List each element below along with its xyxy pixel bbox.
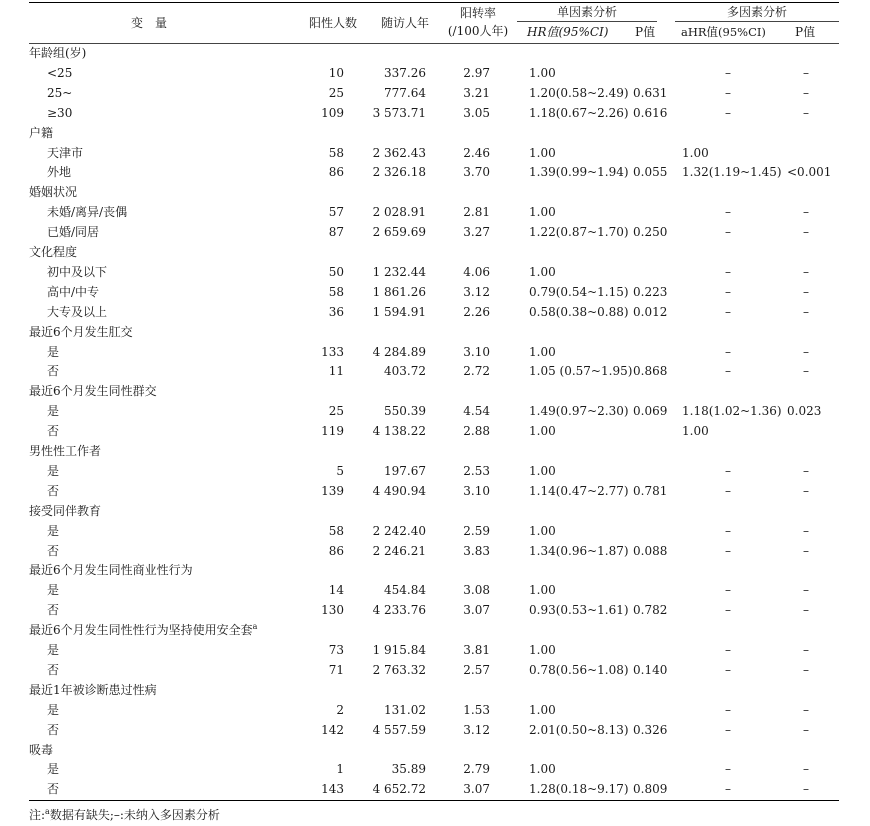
row-followup: 2 659.69 [372, 225, 426, 240]
row-p: 0.781 [633, 483, 668, 498]
row-positives: 2 [336, 702, 344, 717]
row-ap: – [803, 364, 809, 379]
row-hr: 0.78(0.56~1.08) [529, 662, 629, 677]
row-positives: 73 [328, 643, 344, 657]
row-ahr: – [725, 105, 731, 120]
row-label: 天津市 [47, 145, 84, 160]
row-label: 已婚/同居 [47, 225, 100, 240]
row-ap: – [803, 85, 809, 100]
row-label: 是 [47, 762, 60, 777]
row-ap: – [803, 762, 809, 777]
row-p: 0.140 [633, 662, 668, 677]
header-multi-hr: aHR值(95%CI) [681, 25, 766, 39]
row-label: 是 [47, 344, 60, 359]
row-positives: 57 [328, 205, 344, 220]
row-ap: <0.001 [787, 165, 832, 180]
multi-group-rule [675, 21, 839, 22]
header-bottom-rule [29, 43, 839, 44]
header-multi-p: P值 [795, 25, 816, 39]
row-followup: 2 326.18 [372, 165, 426, 180]
row-label: 最近6个月发生同性性行为坚持使用安全套$^a$ [29, 622, 258, 638]
row-rate: 2.53 [463, 463, 490, 478]
row-ahr: 1.32(1.19~1.45) [682, 165, 782, 180]
row-rate: 4.54 [463, 404, 490, 419]
row-positives: 139 [321, 483, 344, 498]
header-uni-p: P值 [635, 25, 656, 39]
row-ap: – [803, 304, 809, 319]
row-ahr: – [725, 483, 731, 498]
row-positives: 1 [336, 762, 344, 777]
row-followup: 337.26 [384, 65, 426, 80]
row-positives: 71 [328, 662, 344, 677]
header-rate-line1: 阳转率 [459, 6, 496, 20]
row-ahr: – [725, 643, 731, 657]
row-ap: – [803, 543, 809, 558]
row-ahr: – [725, 603, 731, 618]
row-ap: – [803, 205, 809, 220]
row-p: 0.616 [633, 105, 668, 120]
table-bottom-rule [29, 800, 839, 801]
row-ahr: 1.00 [682, 424, 709, 439]
row-ap: – [803, 264, 809, 279]
row-rate: 3.10 [463, 483, 490, 498]
row-label: 年龄组(岁) [29, 46, 87, 60]
footnote-text: 数据有缺失;–:未纳入多因素分析 [49, 808, 220, 822]
row-label: 高中/中专 [47, 284, 100, 299]
row-followup: 4 138.22 [372, 424, 426, 439]
row-ahr: – [725, 782, 731, 797]
row-label: 吸毒 [29, 742, 54, 757]
row-ap: 0.023 [787, 404, 822, 419]
row-label: ≥30 [47, 105, 73, 120]
row-followup: 403.72 [384, 364, 426, 379]
row-rate: 1.53 [463, 702, 490, 717]
row-rate: 3.07 [463, 782, 490, 797]
footnote-prefix: 注: [29, 808, 46, 822]
row-hr: 1.00 [529, 424, 556, 439]
row-positives: 109 [321, 105, 344, 120]
row-label: 否 [47, 662, 60, 677]
row-followup: 4 490.94 [372, 483, 426, 498]
row-positives: 58 [328, 284, 344, 299]
row-ahr: – [725, 85, 731, 100]
row-ahr: – [725, 702, 731, 717]
row-p: 0.782 [633, 603, 668, 618]
row-positives: 143 [321, 782, 344, 797]
row-p: 0.069 [633, 404, 668, 419]
row-ap: – [803, 105, 809, 120]
row-ahr: – [725, 225, 731, 240]
row-hr: 1.39(0.99~1.94) [529, 165, 629, 180]
row-hr: 1.00 [529, 643, 556, 657]
row-ap: – [803, 662, 809, 677]
row-followup: 4 557.59 [372, 722, 426, 737]
row-label: 户籍 [29, 125, 54, 140]
row-hr: 1.00 [529, 463, 556, 478]
row-p: 0.088 [633, 543, 668, 558]
row-label: 最近6个月发生同性商业性行为 [29, 563, 193, 578]
row-label: 大专及以上 [47, 304, 108, 319]
row-label: 否 [47, 424, 60, 439]
header-followup: 随访人年 [380, 16, 429, 30]
row-rate: 3.05 [463, 105, 490, 120]
row-ahr: 1.00 [682, 145, 709, 160]
row-rate: 3.10 [463, 344, 490, 359]
row-rate: 2.46 [463, 145, 490, 160]
row-positives: 58 [328, 145, 344, 160]
row-label: 否 [47, 364, 60, 379]
row-ahr: 1.18(1.02~1.36) [682, 404, 782, 419]
header-positives: 阳性人数 [308, 16, 357, 30]
row-followup: 2 028.91 [372, 205, 426, 220]
row-followup: 35.89 [391, 762, 426, 777]
row-ahr: – [725, 463, 731, 478]
row-label: 是 [47, 523, 60, 538]
row-ap: – [803, 702, 809, 717]
row-rate: 3.21 [463, 85, 490, 100]
header-variable: 变 量 [130, 16, 167, 30]
row-label: 否 [47, 603, 60, 618]
row-rate: 3.83 [463, 543, 490, 558]
row-rate: 3.70 [463, 165, 490, 180]
row-ap: – [803, 523, 809, 538]
row-ap: – [803, 344, 809, 359]
row-label: 否 [47, 483, 60, 498]
row-positives: 25 [328, 404, 344, 419]
row-followup: 1 861.26 [372, 284, 426, 299]
row-ahr: – [725, 523, 731, 538]
row-label-sup: a [252, 622, 258, 632]
row-hr: 1.00 [529, 205, 556, 220]
row-label: 男性性工作者 [29, 444, 102, 458]
row-label: 文化程度 [29, 245, 78, 259]
row-rate: 3.12 [463, 284, 490, 299]
row-hr: 1.22(0.87~1.70) [529, 225, 629, 240]
row-label: 外地 [47, 165, 72, 180]
row-label: 否 [47, 543, 60, 558]
row-label: 未婚/离异/丧偶 [47, 205, 128, 220]
row-hr: 1.28(0.18~9.17) [529, 782, 629, 797]
row-ahr: – [725, 722, 731, 737]
uni-group-rule [517, 21, 657, 22]
row-hr: 1.00 [529, 583, 556, 598]
row-followup: 1 594.91 [372, 304, 426, 319]
row-ahr: – [725, 264, 731, 279]
row-label: 婚姻状况 [29, 185, 78, 200]
row-ahr: – [725, 304, 731, 319]
row-label: 是 [47, 463, 60, 478]
row-rate: 2.81 [463, 205, 490, 220]
row-hr: 1.00 [529, 702, 556, 717]
row-positives: 50 [328, 264, 344, 279]
header-multi-group: 多因素分析 [726, 5, 787, 19]
row-hr: 0.93(0.53~1.61) [529, 603, 629, 618]
header-rate-line2: (/100人年) [447, 24, 509, 38]
row-hr: 1.00 [529, 523, 556, 538]
row-followup: 1 232.44 [372, 264, 426, 279]
row-label: 是 [47, 404, 60, 419]
row-ap: – [803, 603, 809, 618]
row-p: 0.223 [633, 284, 668, 299]
row-ap: – [803, 463, 809, 478]
row-hr: 0.58(0.38~0.88) [529, 304, 629, 319]
row-positives: 5 [336, 463, 344, 478]
row-rate: 3.12 [463, 722, 490, 737]
row-rate: 2.88 [463, 424, 490, 439]
row-rate: 2.97 [463, 65, 490, 80]
row-followup: 2 362.43 [372, 145, 426, 160]
row-hr: 1.05 (0.57~1.95) [529, 364, 633, 379]
row-ap: – [803, 483, 809, 498]
row-ap: – [803, 65, 809, 80]
row-ahr: – [725, 65, 731, 80]
row-ahr: – [725, 284, 731, 299]
header-uni-group: 单因素分析 [556, 5, 617, 19]
header-uni-hr: HR值(95%CI) [527, 25, 609, 39]
row-ahr: – [725, 364, 731, 379]
row-positives: 10 [328, 65, 344, 80]
row-rate: 3.08 [463, 583, 490, 598]
row-rate: 2.57 [463, 662, 490, 677]
row-label: 否 [47, 782, 60, 797]
row-hr: 1.14(0.47~2.77) [529, 483, 629, 498]
row-ap: – [803, 583, 809, 598]
row-label: 是 [47, 583, 60, 598]
row-positives: 36 [328, 304, 344, 319]
row-rate: 3.81 [463, 643, 490, 657]
row-positives: 119 [321, 424, 344, 439]
row-followup: 4 233.76 [372, 603, 426, 618]
row-rate: 4.06 [463, 264, 490, 279]
row-rate: 2.72 [463, 364, 490, 379]
row-ap: – [803, 225, 809, 240]
row-hr: 1.00 [529, 145, 556, 160]
row-positives: 130 [321, 603, 344, 618]
row-hr: 2.01(0.50~8.13) [529, 722, 629, 737]
row-positives: 86 [328, 543, 344, 558]
row-p: 0.809 [633, 782, 668, 797]
row-label: 25~ [47, 85, 73, 100]
row-followup: 2 242.40 [372, 523, 426, 538]
row-ahr: – [725, 662, 731, 677]
row-hr: 0.79(0.54~1.15) [529, 284, 629, 299]
row-ap: – [803, 643, 809, 657]
row-p: 0.631 [633, 85, 668, 100]
row-followup: 550.39 [384, 404, 426, 419]
row-hr: 1.49(0.97~2.30) [529, 404, 629, 419]
row-ahr: – [725, 205, 731, 220]
row-hr: 1.18(0.67~2.26) [529, 105, 629, 120]
row-positives: 87 [328, 225, 344, 240]
row-p: 0.326 [633, 722, 668, 737]
row-rate: 2.26 [463, 304, 490, 319]
row-positives: 58 [328, 523, 344, 538]
row-hr: 1.00 [529, 762, 556, 777]
row-p: 0.868 [633, 364, 668, 379]
row-followup: 2 763.32 [372, 662, 426, 677]
row-rate: 3.07 [463, 603, 490, 618]
row-ap: – [803, 284, 809, 299]
row-positives: 86 [328, 165, 344, 180]
row-label: 初中及以下 [47, 264, 108, 279]
row-rate: 3.27 [463, 225, 490, 240]
row-ap: – [803, 782, 809, 797]
row-ahr: – [725, 762, 731, 777]
row-followup: 3 573.71 [372, 105, 426, 120]
row-hr: 1.34(0.96~1.87) [529, 543, 629, 558]
row-followup: 131.02 [384, 702, 426, 717]
row-p: 0.055 [633, 165, 668, 180]
row-label: 最近1年被诊断患过性病 [29, 682, 157, 697]
row-hr: 1.20(0.58~2.49) [529, 85, 629, 100]
row-rate: 2.59 [463, 523, 490, 538]
row-followup: 777.64 [384, 85, 426, 100]
row-label: 最近6个月发生同性群交 [29, 384, 157, 399]
footnote-sup: a [45, 807, 50, 816]
row-followup: 2 246.21 [372, 543, 426, 558]
row-followup: 1 915.84 [372, 643, 426, 657]
row-hr: 1.00 [529, 65, 556, 80]
row-followup: 4 284.89 [372, 344, 426, 359]
row-rate: 2.79 [463, 762, 490, 777]
row-p: 0.012 [633, 304, 668, 319]
row-positives: 25 [328, 85, 344, 100]
row-ahr: – [725, 583, 731, 598]
table-footnote [29, 806, 220, 823]
row-ahr: – [725, 543, 731, 558]
row-positives: 142 [321, 722, 344, 737]
row-label: 是 [47, 702, 60, 717]
row-positives: 14 [328, 583, 344, 598]
row-positives: 133 [321, 344, 344, 359]
row-label: <25 [47, 65, 73, 80]
row-followup: 197.67 [384, 463, 426, 478]
row-hr: 1.00 [529, 264, 556, 279]
row-label: 最近6个月发生肛交 [29, 324, 133, 339]
row-followup: 4 652.72 [372, 782, 426, 797]
row-label: 否 [47, 722, 60, 737]
row-ahr: – [725, 344, 731, 359]
table-top-rule [29, 2, 839, 3]
row-ap: – [803, 722, 809, 737]
row-hr: 1.00 [529, 344, 556, 359]
row-positives: 11 [328, 364, 344, 379]
row-label: 接受同伴教育 [29, 503, 102, 518]
row-label: 是 [47, 643, 60, 657]
row-followup: 454.84 [384, 583, 426, 598]
row-p: 0.250 [633, 225, 668, 240]
